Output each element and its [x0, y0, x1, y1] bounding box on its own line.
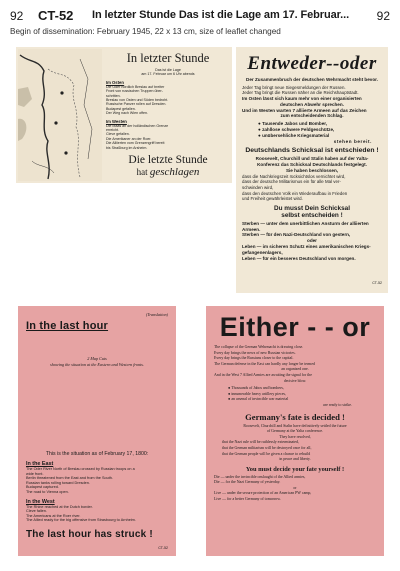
- either-en-bullet: ● an arsenal of invincible war material: [228, 397, 289, 402]
- either-en-line: Roosevelt, Churchill and Stalin have definitively settled the future: [243, 423, 347, 428]
- east-line-en: The road to Vienna open.: [26, 489, 69, 494]
- translation-tag: (Translation): [145, 312, 168, 317]
- either-en-option: Die — for the Nazi Germany of yesterday.: [214, 480, 281, 485]
- map-leaflet-text: [106, 51, 230, 178]
- either-de-decision-2: selbst entscheiden !: [281, 211, 343, 219]
- either-de-code: CT-52: [372, 281, 382, 286]
- heading-bottom-2: [106, 166, 230, 178]
- either-en-line: The collapse of the German Wehrmacht is drawing close.: [214, 345, 304, 349]
- west-line: Cleve gefallen.: [106, 132, 130, 137]
- either-en-line: that the Nazi rule will be ruthlessly exterminated,: [222, 440, 299, 445]
- bullet-text: Tausende Jabos und Bomber,: [262, 121, 328, 127]
- last-hour-body: [26, 451, 168, 540]
- either-de-line: deutschen Abwehr sprechen.: [280, 101, 344, 107]
- page-number-left: 92: [10, 9, 24, 23]
- either-de-line: Roosevelt, Churchill und Stalin haben auf der Yalta-: [255, 156, 369, 162]
- bullet-text: unübersehliche Kriegsmaterial: [262, 132, 330, 138]
- either-de-line: dass die Nachkriegszeit rücksichtslos vernichtet wird,: [242, 173, 346, 179]
- either-de-option: oder: [307, 238, 317, 244]
- east-line-en: Berlin threatened from the East and from the South.: [26, 476, 113, 481]
- leaflet-german-either-or: [236, 47, 388, 293]
- either-de-mid-heading: Deutschlands Schicksal ist entschieden !: [245, 147, 379, 155]
- either-de-decision-1: Du musst Dein Schicksal: [273, 204, 350, 212]
- either-en-bullet: ● Thousands of Jabos and bombers,: [228, 386, 284, 391]
- either-en-bullet: ● innumerable heavy artillery pieces,: [228, 391, 286, 396]
- date-line-2: am 17. Februar um 6 Uhr abends: [141, 72, 195, 77]
- leaflet-english-last-hour: [18, 306, 176, 556]
- heading-bottom: Die letzte Stunde: [128, 154, 208, 167]
- either-de-bullet: ● zahllose schwere Feldgeschütze,: [258, 126, 335, 132]
- either-de-line: Jeder Tag bringt neue Siegesmeldungen der Russen.: [242, 84, 346, 90]
- east-line: Budapest gefallen.: [106, 106, 136, 111]
- west-line-en: The Allied ready for the big offensive from Strasbourg to Arnheim.: [26, 518, 136, 523]
- west-line: Die Amerikaner an der Roer.: [106, 136, 152, 141]
- heading-bottom-hat: hat: [136, 167, 148, 178]
- either-en-line: that the German people will be given a chance to rebuild: [222, 451, 311, 456]
- east-tag: Im Osten: [106, 79, 124, 85]
- west-tag-en: In the West: [26, 498, 55, 505]
- east-line-en: wide front.: [26, 471, 44, 476]
- leaflet-german-map: [16, 47, 232, 183]
- west-line: Die Alliierten vom Grenzengriff bereit: [106, 141, 165, 146]
- either-en-option: or: [293, 485, 297, 490]
- either-en-line: Every day brings the news of new Russian victories.: [214, 350, 296, 355]
- date-line-1: Das ist die Lage: [155, 68, 181, 72]
- east-tag-en: In the East: [26, 461, 54, 467]
- either-en-line: They have resolved,: [279, 434, 311, 439]
- either-de-option: Sterben — für den Nazi-Deutschland von gestern,: [242, 232, 351, 238]
- east-line: Russische Panzer rollen auf Dresden.: [106, 102, 167, 107]
- either-en-option: Die — under the invincible onslaught of the Allied armies,: [214, 474, 306, 479]
- west-line-en: The Rhine reached at the Dutch border.: [26, 504, 93, 509]
- either-en-line: in peace and liberty.: [279, 457, 311, 462]
- east-line: Die Oder nördlich Breslau auf breiter: [106, 84, 165, 89]
- either-en-mid-heading: Germany's fate is decided !: [245, 411, 345, 422]
- either-en-line: that the German militarism will be destroyed once for all,: [222, 445, 312, 450]
- heading-top: In letzter Stunde: [126, 51, 210, 65]
- either-de-option: Sterben — unter dem unerbittlichen Ansturm der alliierten Armeen.: [242, 220, 369, 232]
- east-line: schritten.: [106, 93, 121, 98]
- either-en-line: of Germany at the Yalta conference.: [266, 429, 324, 434]
- either-de-line: und Freiheit gewährleistet wird.: [242, 196, 303, 202]
- page-number-right: 92: [376, 9, 390, 23]
- either-en-line: And in the West 7 Allied Armies are awaiting the signal for the: [214, 372, 312, 377]
- west-line: erreicht.: [106, 128, 119, 133]
- situation-line: This is the situation as of February 17, 1800:: [45, 451, 149, 457]
- map-image: [18, 49, 102, 181]
- either-en-body: [214, 312, 376, 503]
- map-caption-2: showing the situation at the Eastern and Western fronts.: [50, 362, 144, 367]
- last-hour-heading: In the last hour: [26, 320, 109, 332]
- east-line: Front von russischen Truppen über-: [106, 89, 163, 94]
- either-en-option: Live — for a better Germany of tomorrow.: [214, 497, 281, 502]
- dissemination-info: Begin of dissemination: February 1945, 22 x 13 cm, size of leaflet changed: [10, 27, 281, 36]
- leaflet-title: In letzter Stunde Das ist die Lage am 17. Februar...: [92, 9, 350, 21]
- either-de-bullet: ● unübersehliche Kriegsmaterial: [258, 132, 330, 138]
- either-en-line: The German defense in the East can hardly any longer be termed: [214, 361, 316, 366]
- either-de-line: Konferenz das Schicksal Deutschlands festgelegt.: [257, 162, 367, 168]
- page-header: [0, 0, 400, 40]
- east-line-en: Russian tanks rolling toward Dresden.: [26, 480, 90, 485]
- either-en-ready: are ready to strike.: [323, 402, 352, 407]
- either-en-option: Live — under the secure protection of an American PW camp,: [214, 491, 312, 496]
- either-en-line: Every day brings the Russians closer to the capital.: [214, 356, 294, 361]
- west-line: bis Straßburg im Arsheim.: [106, 145, 148, 150]
- west-line: Die Maas an der holländischen Grenze: [106, 123, 169, 128]
- either-de-title: Entweder--oder: [247, 53, 377, 74]
- either-en-title: Either - - or: [219, 312, 371, 342]
- west-line-en: The Americans at the Roer river.: [26, 513, 81, 518]
- either-de-line: zum entscheidenden Schlag.: [280, 113, 344, 119]
- either-de-line: schwinden wird,: [242, 184, 274, 190]
- either-de-line: dass den deutschen Volk ein Wiederaufbau in Frieden: [242, 190, 348, 196]
- leaflet-code: CT-52: [38, 8, 74, 23]
- east-line: Der Weg nach Wien offen.: [106, 111, 149, 116]
- bullet-text: zahllose schwere Feldgeschütze,: [262, 126, 335, 132]
- west-tag: Im Westen: [106, 118, 127, 124]
- bullet-text: innumerable heavy artillery pieces,: [231, 391, 286, 396]
- either-de-intro: Der Zusammenbruch der deutschen Wehrmacht steht bevor.: [246, 77, 378, 82]
- either-en-line: decisive blow.: [283, 378, 307, 383]
- leaflet-english-either-or: [206, 306, 384, 556]
- either-de-bullet: ● Tausende Jabos und Bomber,: [258, 121, 328, 127]
- either-de-option: Leben — für ein besseres Deutschland von morgen.: [242, 255, 356, 261]
- either-de-line: Sie haben beschlossen,: [285, 167, 339, 173]
- either-de-line: Und im Westen warten 7 alliierte Armeen auf das Zeichen: [242, 107, 367, 113]
- either-de-line: Im Osten lässt sich kaum mehr von einer organisierten: [242, 95, 362, 101]
- last-hour-footer: The last hour has struck !: [26, 528, 153, 540]
- either-de-line: Jeder Tag bringt die Russen näher an die Reichshauptstadt.: [242, 90, 359, 96]
- either-de-body: [242, 53, 382, 261]
- either-en-line: an organized one.: [281, 367, 309, 372]
- last-hour-code: CT-52: [158, 546, 168, 551]
- either-de-option: Leben — im sicheren Schutz eines amerikanischen Kriegs-gefangenenlagers,: [242, 243, 371, 255]
- heading-bottom-geschlagen: geschlagen: [149, 166, 200, 179]
- either-de-line: dass der deutsche Militarismus ein für alle Mal ver-: [242, 179, 341, 185]
- west-line-en: Cleve fallen.: [26, 509, 47, 514]
- either-de-ready: stehen bereit.: [333, 138, 372, 144]
- bullet-text: Thousands of Jabos and bombers,: [231, 386, 284, 391]
- map-caption-1: 2 Map Cuts: [87, 356, 107, 361]
- east-line-en: Budapest captured.: [26, 485, 59, 490]
- bullet-text: an arsenal of invincible war material: [231, 397, 289, 402]
- either-en-decision: You must decide your fate yourself !: [245, 465, 345, 473]
- east-line-en: The Oder River North of Breslau crossed by Russian troops on a: [26, 467, 135, 471]
- east-line: Breslau von Osten und Süden bedroht.: [106, 98, 169, 103]
